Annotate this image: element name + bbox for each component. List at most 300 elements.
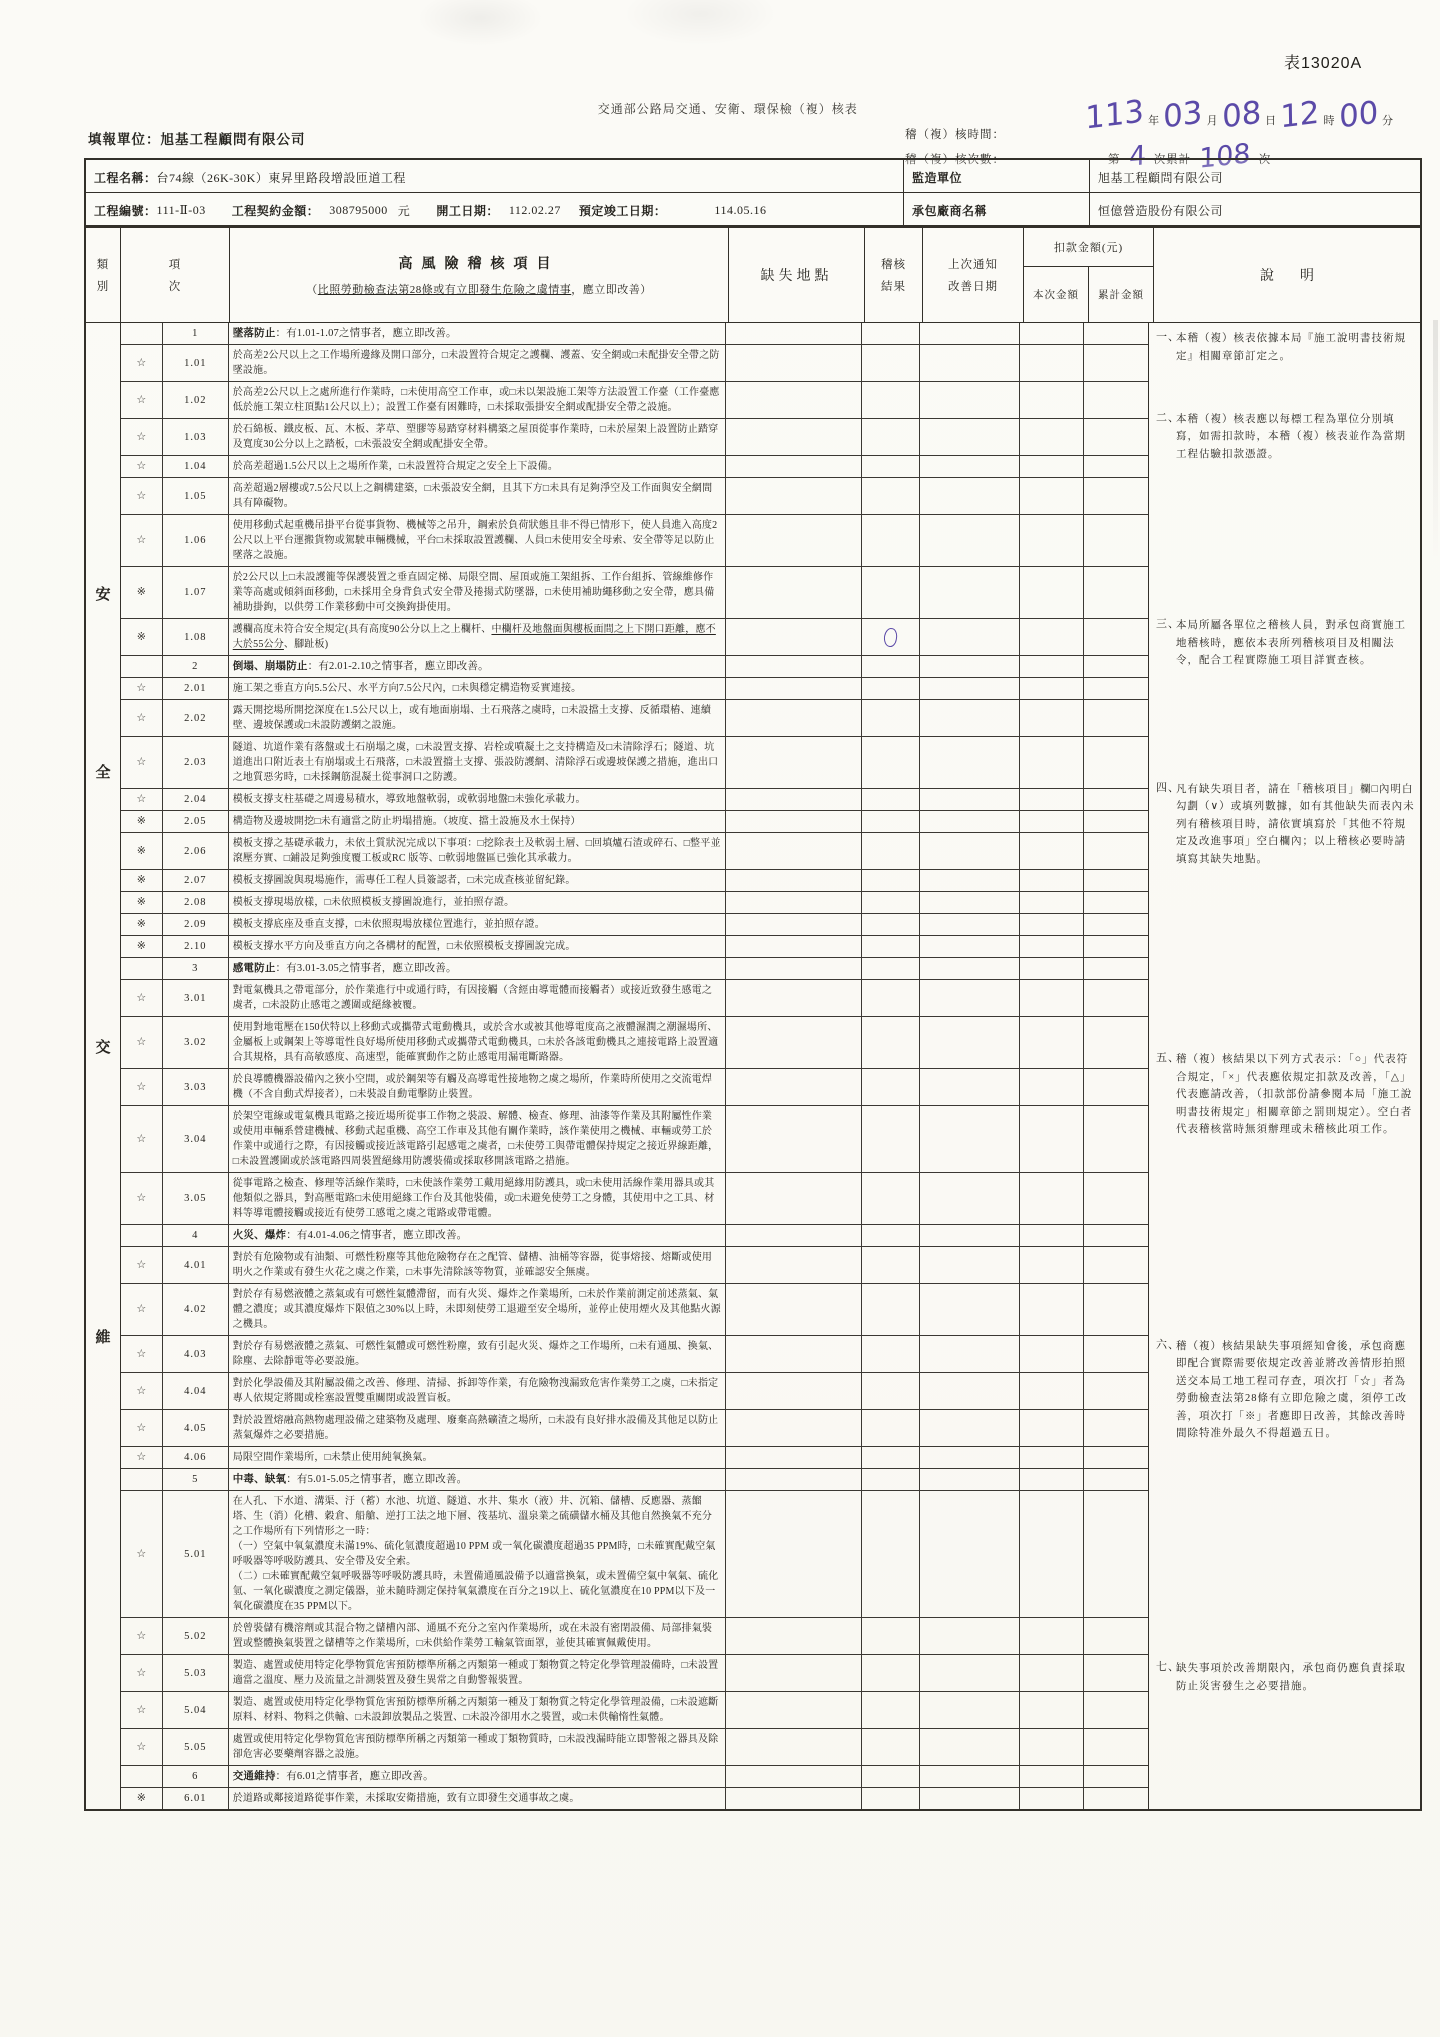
cell-amount-total [1084,456,1148,477]
row-item-text: 模板支撐支柱基礎之周邊易積水，導致地盤軟弱，或軟弱地盤□未強化承載力。 [229,789,726,810]
cell-amount-total [1084,1788,1148,1809]
cell-last-notice-date [920,515,1021,566]
cell-amount-current [1020,892,1084,913]
cell-defect-location [726,456,862,477]
supervisor-value: 旭基工程顧問有限公司 [1098,170,1224,185]
header-deduction-title: 扣款金額(元) [1024,227,1153,267]
item-row [121,1618,1148,1655]
item-row [121,980,1148,1017]
row-number: 3 [163,958,229,979]
row-mark: ※ [121,936,163,957]
row-mark: ☆ [121,1284,163,1335]
note-number: 六、 [1156,1338,1180,1351]
cell-check-result [862,870,920,891]
cell-defect-location [726,1410,862,1446]
cell-check-result [862,1618,920,1654]
row-number: 3.01 [163,980,229,1016]
row-mark: ☆ [121,345,163,381]
cell-last-notice-date [920,1373,1021,1409]
cell-last-notice-date [920,619,1021,655]
cell-defect-location [726,1766,862,1787]
cell-amount-current [1020,1788,1084,1809]
row-item-text: 製造、處置或使用特定化學物質危害預防標準所稱之丙類第一種或丁類物質之特定化學管理設備時，□未設置適當之溫度、壓力及流量之計測裝置及發生異常之自動警報裝置。 [229,1655,726,1691]
unit-hour: 時 [1323,115,1335,127]
cell-amount-total [1084,678,1148,699]
row-number: 3.04 [163,1106,229,1172]
row-item-text: 高差超過2層樓或7.5公尺以上之鋼構建築，□未張設安全網，且其下方□未具有足夠淨空及工作面與安全網間具有障礙物。 [229,478,726,514]
cell-check-result [862,1173,920,1224]
hw-month: 03 [1162,94,1203,136]
cell-last-notice-date [920,1692,1021,1728]
row-item-text: 對電氣機具之帶電部分，於作業進行中或通行時，有因接觸（含經由導電體而接觸者）或接近致發生感電之虞者，□未設防止感電之護圍或絕緣被覆。 [229,980,726,1016]
check-time-handwritten [1084,93,1394,137]
item-row [121,737,1148,789]
header-note: 說明 [1260,268,1340,284]
row-item-text: 在人孔、下水道、溝渠、汙（蓄）水池、坑道、隧道、水井、集水（液）井、沉箱、儲槽、反應器、蒸餾塔、生（消）化槽、穀倉、船艙、逆打工法之地下層、筏基坑、溫泉業之硫磺儲水桶及其他自然換氣不充分之工作場所有下列情形之一時： （一）空氣中氧氣濃度未滿19%、硫化氫濃度超過10 PPM 或一氧化碳濃度超過35 PPM時，□未確實配戴空氣呼吸器等呼吸防護具、安全帶及安全索。 （二）□未確實配戴空氣呼吸器等呼吸防護具時，未置備通風設備予以適當換氣，或未置備空氣中氧氣、硫化氫、一氧化碳濃度之測定儀器，並未隨時測定保持氧氣濃度在百分之19以上、硫化氫濃度在10 PPM以下及一氧化碳濃度在35 PPM以下。 [229,1491,726,1617]
row-item-text: 從事電路之檢查、修理等活線作業時，□未使該作業勞工戴用絕緣用防護具，或□未使用活線作業用器具或其他類似之器具，對高壓電路□未使用絕緣工作台及其他裝備，或□未避免使勞工之身體，其使用中之工具、材料等導電體接觸或接近有使勞工感電之虞之電路或帶電體。 [229,1173,726,1224]
item-row [121,1173,1148,1225]
hw-hour: 12 [1279,94,1320,136]
cell-defect-location [726,1491,862,1617]
row-number: 1.08 [163,619,229,655]
hw-year: 113 [1084,93,1145,137]
row-number: 3.02 [163,1017,229,1068]
cell-amount-total [1084,811,1148,832]
row-mark: ☆ [121,1618,163,1654]
item-row [121,914,1148,936]
form-code: 表13020A [1284,55,1363,72]
cell-last-notice-date [920,737,1021,788]
row-mark: ☆ [121,789,163,810]
note-item [1156,1051,1415,1139]
row-number: 5.02 [163,1618,229,1654]
row-number: 6.01 [163,1788,229,1809]
row-number: 2.05 [163,811,229,832]
cell-amount-total [1084,1225,1148,1246]
cell-defect-location [726,1173,862,1224]
cell-amount-total [1084,1284,1148,1335]
cell-amount-current [1020,870,1084,891]
row-mark: ☆ [121,1373,163,1409]
cell-check-result [862,1469,920,1490]
row-item-text: 構造物及邊坡開挖□未有適當之防止坍塌措施。（坡度、擋土設施及水土保持） [229,811,726,832]
cell-amount-current [1020,1336,1084,1372]
cell-check-result [862,567,920,618]
cell-check-result [862,789,920,810]
note-text: 稽（複）核結果以下列方式表示：「○」代表符合規定，「×」代表應依規定扣款及改善，「△」代表應請改善，（扣款部份請參閱本局「施工說明書技術規定」相關章節之罰則規定）。空白者代表稽核當時無須辦理或未稽核此項工作。 [1176,1054,1413,1136]
row-number: 5.03 [163,1655,229,1691]
row-item-text: 模板支撐底座及垂直支撐，□未依照現場放樣位置進行，並拍照存證。 [229,914,726,935]
cell-amount-current [1020,958,1084,979]
row-item-text: 處置或使用特定化學物質危害預防標準所稱之丙類第一種或丁類物質時，□未設洩漏時能立即警報之器具及除卻危害必要藥劑容器之設施。 [229,1729,726,1765]
cell-defect-location [726,1106,862,1172]
row-mark: ☆ [121,1247,163,1283]
row-number: 2.09 [163,914,229,935]
cell-amount-total [1084,1491,1148,1617]
item-row [121,345,1148,382]
contractor-value: 恒億營造股份有限公司 [1098,204,1224,218]
cell-defect-location [726,656,862,677]
cell-amount-current [1020,1225,1084,1246]
cell-amount-total [1084,656,1148,677]
cell-amount-total [1084,1106,1148,1172]
checklist-table [84,225,1422,1811]
cell-defect-location [726,1692,862,1728]
cell-amount-current [1020,1729,1084,1765]
row-mark: ☆ [121,515,163,566]
cell-amount-total [1084,870,1148,891]
cell-check-result [862,619,920,655]
cell-amount-current [1020,1447,1084,1468]
row-number: 2.01 [163,678,229,699]
item-row [121,515,1148,567]
cell-last-notice-date [920,345,1021,381]
row-item-text: 於高差2公尺以上之工作場所邊緣及開口部分，□未設置符合規定之護欄、護蓋、安全網或□未配掛安全帶之防墜設施。 [229,345,726,381]
row-item-text: 施工架之垂直方向5.5公尺、水平方向7.5公尺內，□未與穩定構造物妥實連接。 [229,678,726,699]
cell-amount-total [1084,1692,1148,1728]
cell-defect-location [726,382,862,418]
row-item-text: 中毒、缺氧：有5.01-5.05之情事者，應立即改善。 [229,1469,726,1490]
row-item-text: 於道路或鄰接道路從事作業，未採取安衛措施，致有立即發生交通事故之虞。 [229,1788,726,1809]
cell-last-notice-date [920,936,1021,957]
row-mark: ※ [121,892,163,913]
cell-amount-total [1084,1618,1148,1654]
cell-last-notice-date [920,1655,1021,1691]
cell-last-notice-date [920,1069,1021,1105]
section-row [121,1225,1148,1247]
cell-defect-location [726,678,862,699]
checklist-body-rows [121,323,1148,1809]
cell-defect-location [726,323,862,344]
start-date-value: 112.02.27 [508,203,561,217]
cell-last-notice-date [920,958,1021,979]
cell-amount-current [1020,980,1084,1016]
fill-unit [88,128,306,148]
cell-check-result [862,892,920,913]
row-mark: ※ [121,914,163,935]
cell-check-result [862,323,920,344]
cell-check-result [862,656,920,677]
cell-last-notice-date [920,1410,1021,1446]
cell-last-notice-date [920,567,1021,618]
row-number: 2.02 [163,700,229,736]
row-item-text: 對於化學設備及其附屬設備之改善、修理、清掃、拆卸等作業，有危險物洩漏致危害作業勞工之虞，□未指定專人依規定將閥或栓塞設置雙重關閉或設置盲板。 [229,1373,726,1409]
cell-check-result [862,1491,920,1617]
cell-check-result [862,1017,920,1068]
row-mark: ☆ [121,980,163,1016]
cell-defect-location [726,980,862,1016]
note-number: 五、 [1156,1052,1180,1065]
item-row [121,1247,1148,1284]
due-date-value: 114.05.16 [714,203,767,217]
row-item-text: 感電防止：有3.01-3.05之情事者，應立即改善。 [229,958,726,979]
cell-check-result [862,811,920,832]
item-row [121,700,1148,737]
row-item-text: 於高差2公尺以上之處所進行作業時，□未使用高空工作車，或□未以架設施工架等方法設置工作臺（工作臺應低於施工架立柱頂點1公尺以上）；設置工作臺有困難時，□未採取張掛安全網或配掛安全帶之設施。 [229,382,726,418]
checklist-body [86,323,1420,1809]
cell-amount-total [1084,958,1148,979]
header-index: 項 次 [121,227,230,322]
item-row [121,419,1148,456]
row-number: 1.06 [163,515,229,566]
row-item-text: 對於有危險物或有油類、可燃性粉塵等其他危險物存在之配管、儲槽、油桶等容器，從事熔接、熔斷或使用明火之作業或有發生火花之虞之作業，□未事先清除該等物質，並確認安全無虞。 [229,1247,726,1283]
cell-amount-current [1020,1069,1084,1105]
check-time-label: 稽（複）核時間： [905,129,1005,141]
row-item-text: 製造、處置或使用特定化學物質危害預防標準所稱之丙類第一種及丁類物質之特定化學管理設備，□未設遮斷原料、材料、物料之供輸、□未設卸放製品之裝置、□未設冷卻用水之裝置，或□未供輸惰性氣體。 [229,1692,726,1728]
cell-amount-current [1020,737,1084,788]
cell-last-notice-date [920,478,1021,514]
cell-last-notice-date [920,1106,1021,1172]
row-item-text: 交通維持：有6.01之情事者，應立即改善。 [229,1766,726,1787]
row-item-text: 對於設置熔融高熱物處理設備之建築物及處理、廢棄高熱礦渣之場所，□未設有良好排水設備及其他足以防止蒸氣爆炸之必要措施。 [229,1410,726,1446]
cell-amount-current [1020,1655,1084,1691]
cell-amount-current [1020,567,1084,618]
cell-last-notice-date [920,1173,1021,1224]
row-item-text: 於良導體機器設備內之狹小空間，或於鋼架等有觸及高導電性接地物之虞之場所，作業時所使用之交流電焊機（不含自動式焊接者），□未裝設自動電擊防止裝置。 [229,1069,726,1105]
cell-amount-current [1020,1491,1084,1617]
fill-unit-value: 旭基工程顧問有限公司 [160,132,306,147]
cell-amount-current [1020,1017,1084,1068]
cell-amount-current [1020,382,1084,418]
row-number: 4.03 [163,1336,229,1372]
cell-last-notice-date [920,1469,1021,1490]
header-deduction-total: 累計金額 [1098,290,1144,301]
row-number: 1.02 [163,382,229,418]
row-number: 4.05 [163,1410,229,1446]
row-item-text: 倒塌、崩塌防止：有2.01-2.10之情事者，應立即改善。 [229,656,726,677]
cell-amount-current [1020,1766,1084,1787]
cell-check-result [862,1336,920,1372]
item-row [121,678,1148,700]
section-row [121,323,1148,345]
category-char: 維 [95,1330,111,1347]
note-text: 稽（複）核結果缺失事項經知會後，承包商應即配合實際需要依規定改善並將改善情形拍照送交本局工地工程司存查，項次打「☆」者為勞動檢查法第28條有立即危險之虞，須停工改善，項次打「※」者應即日改善，其餘改善時間除特准外最久不得超過五日。 [1176,1340,1407,1440]
row-item-text: 使用對地電壓在150伏特以上移動式或攜帶式電動機具，或於含水或被其他導電度高之液體濕潤之潮濕場所、金屬板上或鋼架上等導電性良好場所使用移動式或攜帶式電動機具，□未於各該電動機具之連接電路上設置適合其規格，具有高敏感度、高速型，能確實動作之防止感電用漏電斷路器。 [229,1017,726,1068]
cell-check-result [862,1788,920,1809]
row-mark [121,323,163,344]
item-row [121,1069,1148,1106]
row-item-text: 露天開挖場所開挖深度在1.5公尺以上，或有地面崩塌、土石飛落之虞時，□未設擋土支撐、反循環樁、連續壁、邊坡保護或□未設防護網之設施。 [229,700,726,736]
cell-amount-current [1020,789,1084,810]
item-row [121,1729,1148,1766]
cell-amount-total [1084,1173,1148,1224]
note-text: 缺失事項於改善期限內，承包商仍應負責採取防止災害發生之必要措施。 [1176,1663,1406,1692]
item-row [121,1410,1148,1447]
cell-amount-total [1084,1729,1148,1765]
row-mark: ※ [121,811,163,832]
row-mark: ※ [121,870,163,891]
cell-amount-total [1084,1373,1148,1409]
row-item-text: 於2公尺以上□未設護籠等保護裝置之垂直固定梯、局限空間、屋頂或施工架組拆、工作台組拆、管線維修作業等高處或傾斜面移動，□未採用全身背負式安全帶及捲揚式防墜器，□未使用補助繩移動之安全帶，應具備補助掛鉤，以供勞工作業移動中可交換鉤掛使用。 [229,567,726,618]
count-suffix: 次 [1258,154,1272,166]
note-item [1156,781,1415,869]
row-number: 1.01 [163,345,229,381]
item-row [121,936,1148,958]
header-item-title: 高風險稽核項目 [398,256,560,272]
cell-amount-current [1020,1373,1084,1409]
cell-check-result [862,1106,920,1172]
row-item-text: 於架空電線或電氣機具電路之接近場所從事工作物之裝設、解體、檢查、修理、油漆等作業及其附屬性作業或使用車輛系營建機械、移動式起重機、高空工作車及其他有關作業時，該作業使用之機械、車輛或勞工於作業中或通行之際，有因接觸或接近該電路引起感電之虞者，□未使勞工與帶電體保持規定之接近界線距離，□未設置護圍或於該電路四周裝置絕緣用防護裝備或採取移開該電路之措施。 [229,1106,726,1172]
fill-unit-label: 填報單位： [88,132,161,147]
contract-amount-value: 308795000 [329,203,388,217]
cell-last-notice-date [920,700,1021,736]
cell-amount-current [1020,478,1084,514]
cell-amount-total [1084,1069,1148,1105]
cell-amount-current [1020,1618,1084,1654]
cell-last-notice-date [920,1788,1021,1809]
cell-amount-current [1020,323,1084,344]
cell-last-notice-date [920,789,1021,810]
page-title: 交通部公路局交通、安衛、環保檢（複）核表 [597,102,858,116]
cell-check-result [862,1692,920,1728]
cell-last-notice-date [920,870,1021,891]
row-item-text: 護欄高度未符合安全規定(具有高度90公分以上之上欄杆、中欄杆及地盤面與樓板面間之上下開口距離，應不大於55公分、腳趾板) [229,619,726,655]
cell-amount-total [1084,567,1148,618]
cell-check-result [862,1655,920,1691]
info-row-2 [86,193,1420,226]
row-number: 5.05 [163,1729,229,1765]
cell-amount-total [1084,382,1148,418]
item-row [121,1692,1148,1729]
note-item [1156,1338,1415,1443]
cell-defect-location [726,1788,862,1809]
row-number: 2.10 [163,936,229,957]
cell-check-result [862,345,920,381]
contract-amount-label: 工程契約金額： [231,204,320,218]
cell-amount-total [1084,419,1148,455]
cell-check-result [862,700,920,736]
cell-check-result [862,1373,920,1409]
hw-count-value: 4 [1128,139,1146,174]
item-row [121,456,1148,478]
row-number: 1 [163,323,229,344]
row-number: 4.02 [163,1284,229,1335]
cell-last-notice-date [920,833,1021,869]
row-number: 4.04 [163,1373,229,1409]
cell-amount-total [1084,345,1148,381]
cell-defect-location [726,515,862,566]
row-mark: ☆ [121,1106,163,1172]
cell-check-result [862,478,920,514]
row-mark: ☆ [121,1069,163,1105]
cell-amount-current [1020,456,1084,477]
cell-defect-location [726,478,862,514]
note-text: 本稽（複）核表依據本局『施工說明書技術規定』相關章節訂定之。 [1176,333,1406,362]
row-number: 1.04 [163,456,229,477]
note-item [1156,411,1415,464]
cell-defect-location [726,811,862,832]
cell-defect-location [726,700,862,736]
note-item [1156,330,1415,365]
cell-amount-total [1084,936,1148,957]
cell-last-notice-date [920,1017,1021,1068]
cell-check-result [862,1069,920,1105]
cell-amount-total [1084,1655,1148,1691]
row-number: 2.04 [163,789,229,810]
cell-amount-current [1020,345,1084,381]
row-mark: ※ [121,619,163,655]
category-char: 全 [95,765,111,782]
item-row [121,1655,1148,1692]
cell-last-notice-date [920,1447,1021,1468]
row-item-text: 對於存有易燃液體之蒸氣或有可燃性氣體滯留，而有火災、爆炸之作業場所，□未於作業前測定前述蒸氣、氣體之濃度；或其濃度爆炸下限值之30%以上時，未即刻使勞工退避至安全場所，並停止使用煙火及其他點火源之機具。 [229,1284,726,1335]
cell-check-result [862,382,920,418]
row-number: 4 [163,1225,229,1246]
cell-defect-location [726,1284,862,1335]
cell-last-notice-date [920,914,1021,935]
cell-amount-current [1020,1247,1084,1283]
cell-check-result [862,914,920,935]
cell-defect-location [726,1655,862,1691]
hw-minute: 00 [1338,94,1379,136]
cell-defect-location [726,1017,862,1068]
item-row [121,833,1148,870]
cell-last-notice-date [920,1336,1021,1372]
note-number: 二、 [1156,411,1180,424]
row-number: 4.06 [163,1447,229,1468]
cell-amount-total [1084,1247,1148,1283]
project-name-label: 工程名稱： [94,170,157,185]
cell-defect-location [726,914,862,935]
row-number: 3.03 [163,1069,229,1105]
row-mark: ☆ [121,1447,163,1468]
item-row [121,1017,1148,1069]
cell-check-result [862,1284,920,1335]
cell-check-result [862,515,920,566]
row-number: 1.03 [163,419,229,455]
row-mark [121,1225,163,1246]
hw-count-total: 108 [1199,138,1251,175]
section-row [121,1766,1148,1788]
row-mark [121,958,163,979]
item-row [121,1284,1148,1336]
info-row-1 [86,160,1420,193]
row-number: 1.07 [163,567,229,618]
cell-defect-location [726,892,862,913]
category-column [86,323,121,1809]
item-row [121,1373,1148,1410]
cell-amount-total [1084,980,1148,1016]
handwritten-circle-mark [882,627,898,648]
cell-check-result [862,456,920,477]
cell-amount-total [1084,1469,1148,1490]
item-row [121,567,1148,619]
cell-amount-current [1020,619,1084,655]
row-mark: ☆ [121,700,163,736]
cell-amount-current [1020,1173,1084,1224]
item-row [121,382,1148,419]
category-char: 交 [95,1040,111,1057]
row-item-text: 隧道、坑道作業有落盤或土石崩塌之虞，□未設置支撐、岩栓或噴凝土之支持構造及□未清除浮石；隧道、坑道進出口附近表土有崩塌或土石飛落，□未設置擋土支撐、張設防護網、清除浮石或邊坡保護之措施，進出口之地質惡劣時，□未採鋼筋混凝土從事洞口之防護。 [229,737,726,788]
cell-check-result [862,833,920,869]
section-row [121,656,1148,678]
row-mark: ※ [121,1788,163,1809]
header-last-notice: 上次通知 改善日期 [923,227,1024,322]
row-number: 2.06 [163,833,229,869]
header-deduction [1024,227,1154,322]
item-row [121,811,1148,833]
cell-defect-location [726,1373,862,1409]
row-mark: ☆ [121,419,163,455]
item-row [121,1788,1148,1809]
row-mark: ☆ [121,1336,163,1372]
checklist-header [86,227,1420,323]
cell-amount-total [1084,833,1148,869]
note-text: 本局所屬各單位之稽核人員，對承包商實施工地稽核時，應依本表所列稽核項目及相關法令，配合工程實際施工項目詳實查核。 [1176,620,1406,667]
cell-amount-current [1020,515,1084,566]
row-mark: ※ [121,567,163,618]
cell-amount-current [1020,936,1084,957]
